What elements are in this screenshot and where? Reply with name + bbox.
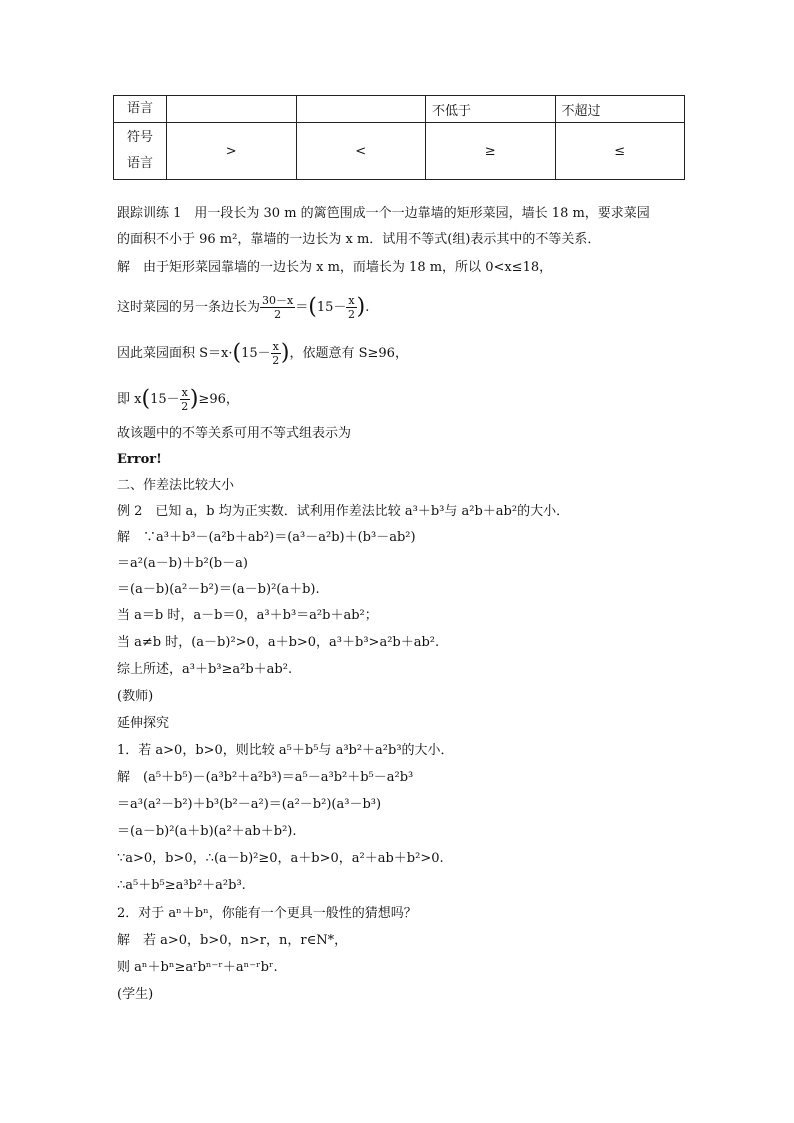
table-cell xyxy=(167,96,297,123)
text: 15－ xyxy=(241,346,271,361)
table-cell xyxy=(296,96,426,123)
table-cell: ≥ xyxy=(426,123,556,180)
example-line: 例 2 已知 a，b 均为正实数．试利用作差法比较 a³＋b³与 a²b＋ab²的大小． xyxy=(117,504,570,519)
exercise-line: 跟踪训练 1 用一段长为 30 m 的篱笆围成一个一边靠墙的矩形菜园，墙长 18 m，要求菜园 xyxy=(117,206,650,221)
solution-line: 解 若 a>0，b>0，n>r，n，r∈N*， xyxy=(117,933,348,948)
solution-line: 当 a≠b 时，(a－b)²>0，a＋b>0，a³＋b³>a²b＋ab². xyxy=(117,635,440,650)
text: 即 x xyxy=(117,392,142,407)
fraction xyxy=(346,294,356,321)
solution-line: ∴a⁵＋b⁵≥a³b²＋a²b³. xyxy=(117,878,246,893)
solution-line: 即 x(15－ $\frac{x}{2}$ )≥96， xyxy=(117,386,239,413)
fraction-denominator: 2 xyxy=(274,308,282,321)
fraction-numerator: x xyxy=(272,340,279,353)
solution-line: ＝(a－b)²(a＋b)(a²＋ab＋b²). xyxy=(117,824,297,839)
text: ＝ xyxy=(295,300,309,315)
row-header-line: 符号 xyxy=(126,130,153,145)
fraction xyxy=(271,340,281,367)
solution-line: 综上所述，a³＋b³≥a²b＋ab². xyxy=(117,662,293,677)
table-row xyxy=(114,123,685,180)
solution-line: 故该题中的不等关系可用不等式组表示为 xyxy=(117,426,352,441)
fraction-denominator: 2 xyxy=(181,400,189,413)
comparison-table xyxy=(113,95,685,180)
solution-line: 解 (a⁵＋b⁵)－(a³b²＋a²b³)＝a⁵－a³b²＋b⁵－a²b³ xyxy=(117,770,414,785)
section-heading: 二、作差法比较大小 xyxy=(117,478,235,493)
solution-line: 则 aⁿ＋bⁿ≥aʳbⁿ⁻ʳ＋aⁿ⁻ʳbʳ. xyxy=(117,960,278,975)
fraction xyxy=(260,294,295,321)
fraction-numerator: 30－x xyxy=(262,294,294,307)
solution-line: ＝a²(a－b)＋b²(b－a) xyxy=(117,556,248,571)
text: 15－ xyxy=(150,392,180,407)
solution-line: 解 由于矩形菜园靠墙的一边长为 x m，而墙长为 18 m，所以 0<x≤18， xyxy=(117,260,553,275)
role-note: (教师) xyxy=(117,689,154,704)
error-text: Error! xyxy=(117,452,162,467)
text: ≥96， xyxy=(198,392,239,407)
table-cell: ≤ xyxy=(555,123,685,180)
fraction xyxy=(180,386,190,413)
row-header: 语言 xyxy=(114,96,167,123)
solution-line: ＝(a－b)(a²－b²)＝(a－b)²(a＋b). xyxy=(117,582,320,597)
solution-line: 这时菜园的另一条边长为 $\frac{30-x}{2}$ ＝(15－ $\frac{x}{2}$ ). xyxy=(117,294,370,321)
fraction-denominator: 2 xyxy=(272,354,280,367)
row-header xyxy=(114,123,167,180)
fraction-denominator: 2 xyxy=(347,308,355,321)
section-heading: 延伸探究 xyxy=(117,716,170,731)
exercise-line: 的面积不小于 96 m²，靠墙的一边长为 x m．试用不等式(组)表示其中的不等关系． xyxy=(117,232,601,247)
table-cell: > xyxy=(167,123,297,180)
solution-line: ∵a>0，b>0，∴(a－b)²≥0，a＋b>0，a²＋ab＋b²>0. xyxy=(117,851,444,866)
table-cell: < xyxy=(296,123,426,180)
text: 这时菜园的另一条边长为 xyxy=(117,300,261,315)
row-header-line: 语言 xyxy=(126,156,153,171)
solution-line: 当 a＝b 时，a－b＝0，a³＋b³＝a²b＋ab²； xyxy=(117,608,378,623)
text: 因此菜园面积 S＝x· xyxy=(117,346,233,361)
solution-line: 因此菜园面积 S＝x·(15－ $\frac{x}{2}$ )，依题意有 S≥96， xyxy=(117,340,408,367)
role-note: (学生) xyxy=(117,987,154,1002)
question-line: 1．若 a>0，b>0，则比较 a⁵＋b⁵与 a³b²＋a²b³的大小． xyxy=(117,743,454,758)
question-line: 2．对于 aⁿ＋bⁿ，你能有一个更具一般性的猜想吗？ xyxy=(117,906,417,921)
solution-line: ＝a³(a²－b²)＋b³(b²－a²)＝(a²－b²)(a³－b³) xyxy=(117,797,382,812)
solution-line: 解 ∵a³＋b³－(a²b＋ab²)＝(a³－a²b)＋(b³－ab²) xyxy=(117,530,416,545)
text: ，依题意有 S≥96， xyxy=(289,346,408,361)
text: 15－ xyxy=(316,300,347,315)
fraction-numerator: x xyxy=(348,294,355,307)
text: . xyxy=(365,300,370,315)
table-cell: 不低于 xyxy=(426,96,556,123)
table-row xyxy=(114,96,685,123)
fraction-numerator: x xyxy=(181,386,188,399)
table-cell: 不超过 xyxy=(555,96,685,123)
